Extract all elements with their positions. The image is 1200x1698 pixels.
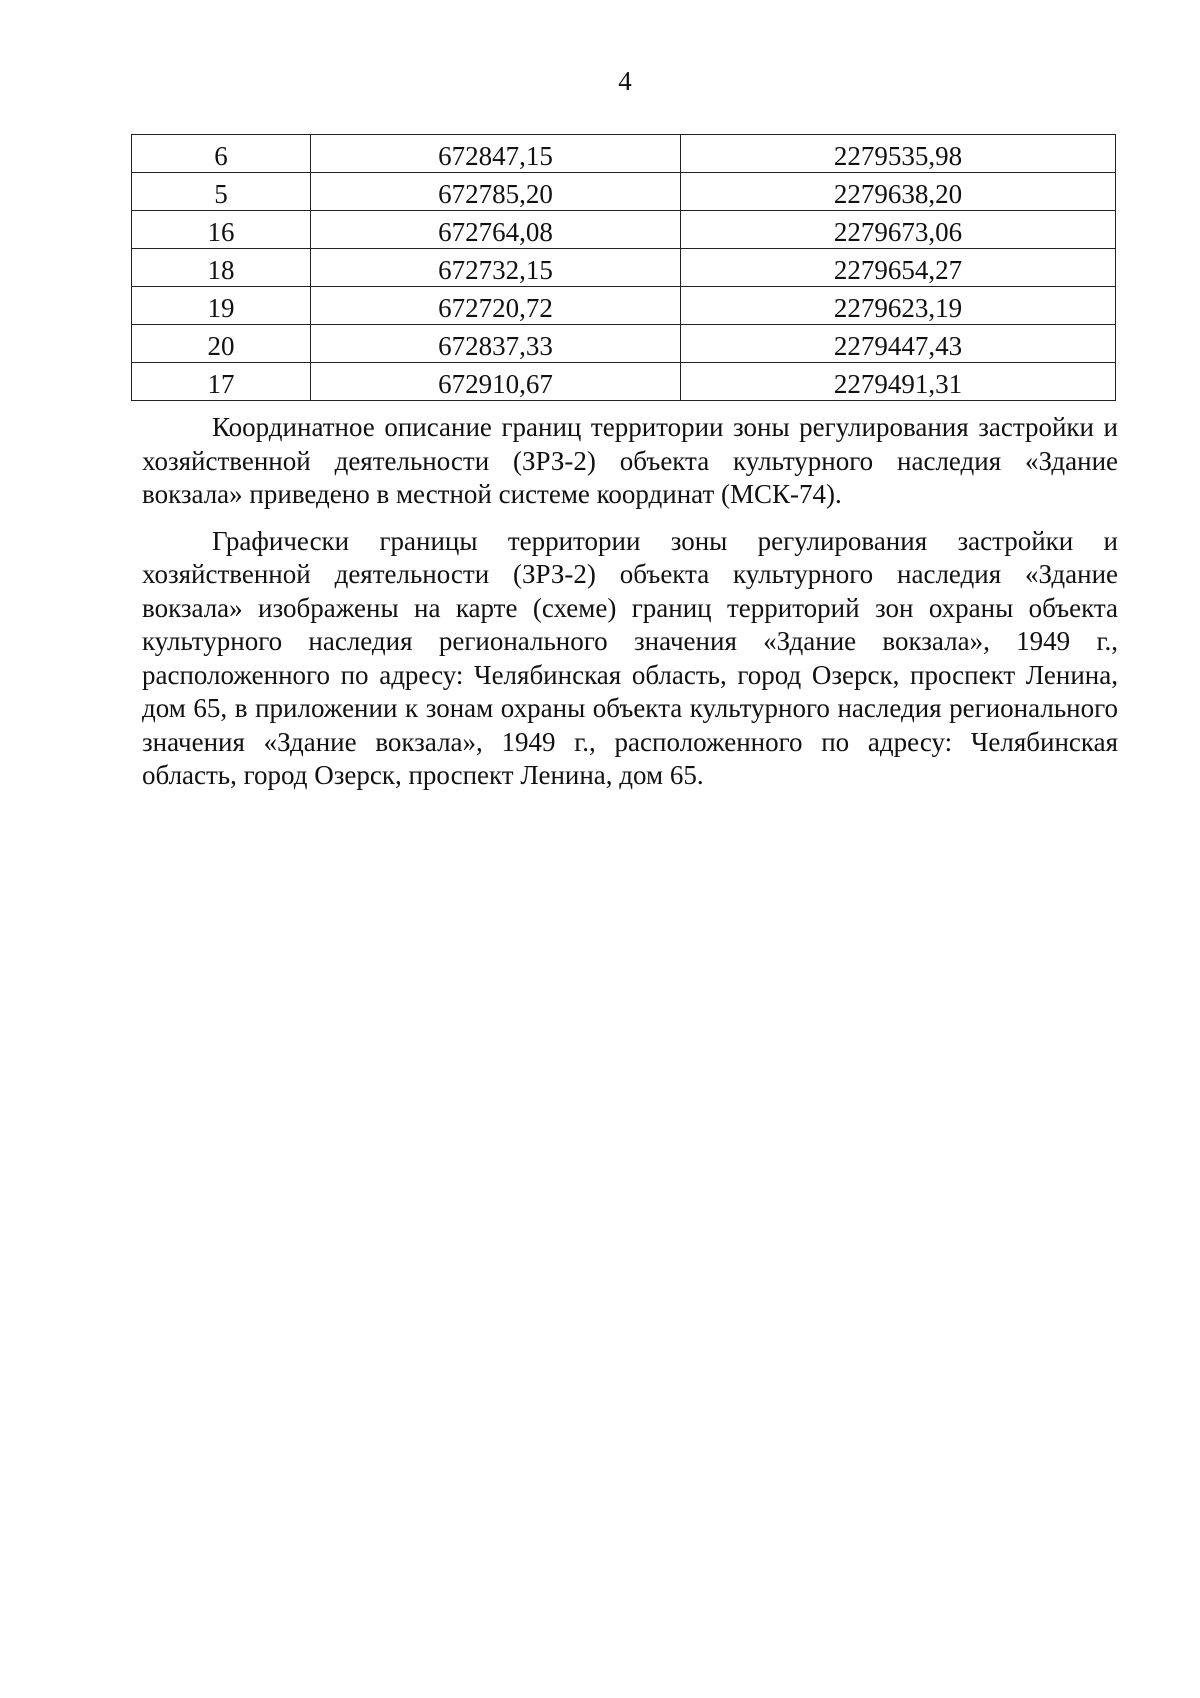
point-number-cell: 18 [132,249,311,287]
y-coordinate-cell: 2279535,98 [681,135,1116,173]
x-coordinate-cell: 672847,15 [311,135,681,173]
y-coordinate-cell: 2279654,27 [681,249,1116,287]
point-number-cell: 19 [132,287,311,325]
point-number-cell: 6 [132,135,311,173]
table-row [132,287,1116,325]
x-coordinate-cell: 672910,67 [311,363,681,401]
y-coordinate-cell: 2279491,31 [681,363,1116,401]
body-text [142,411,1118,793]
coordinates-table [131,134,1116,401]
x-coordinate-cell: 672764,08 [311,211,681,249]
y-coordinate-cell: 2279623,19 [681,287,1116,325]
table-row [132,249,1116,287]
table-row [132,135,1116,173]
point-number-cell: 5 [132,173,311,211]
point-number-cell: 17 [132,363,311,401]
point-number-cell: 20 [132,325,311,363]
page-number: 4 [618,66,632,96]
table-row [132,325,1116,363]
point-number-cell: 16 [132,211,311,249]
x-coordinate-cell: 672785,20 [311,173,681,211]
x-coordinate-cell: 672720,72 [311,287,681,325]
table-row [132,211,1116,249]
table-row [132,173,1116,211]
y-coordinate-cell: 2279638,20 [681,173,1116,211]
y-coordinate-cell: 2279673,06 [681,211,1116,249]
paragraph-coordinate-description: Координатное описание границ территории зоны регулирования застройки и хозяйственной деятельности (ЗРЗ-2) объекта культурного наследия «Здание вокзала» приведено в местной системе координат (МСК-74). [142,412,1118,509]
paragraph-graphic-description: Графически границы территории зоны регулирования застройки и хозяйственной деятельности (ЗРЗ-2) объекта культурного наследия «Здание вокзала» изображены на карте (схеме) границ территорий зон охраны объекта культурного наследия регионального значения «Здание вокзала», 1949 г., расположенного по адресу: Челябинская область, город Озерск, проспект Ленина, дом 65, в приложении к зонам охраны объекта культурного наследия регионального значения «Здание вокзала», 1949 г., расположенного по адресу: Челябинская область, город Озерск, проспект Ленина, дом 65. [142,525,1118,790]
y-coordinate-cell: 2279447,43 [681,325,1116,363]
x-coordinate-cell: 672732,15 [311,249,681,287]
x-coordinate-cell: 672837,33 [311,325,681,363]
table-row [132,363,1116,401]
